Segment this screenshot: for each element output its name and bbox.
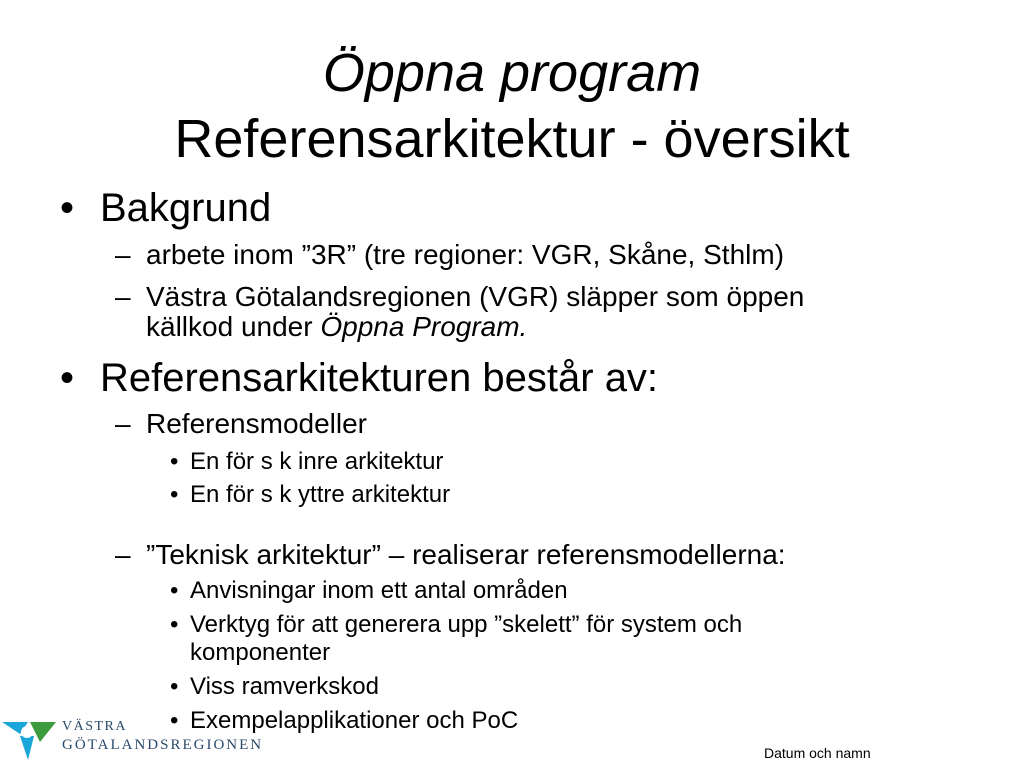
vgr-logo-mark-icon (0, 712, 60, 762)
footer-date-name: Datum och namn (764, 745, 871, 761)
sub-bullet-vgr-line1: Västra Götalandsregionen (VGR) släpper som öppen (146, 281, 805, 312)
sub-bullet-vgr-line2 (146, 312, 527, 342)
vgr-logo (0, 712, 264, 762)
logo-text-line1: VÄSTRA (62, 719, 128, 734)
sub-bullet-vgr-line2-text: källkod under (146, 311, 321, 342)
bullet-marker: • (60, 186, 75, 230)
dash-marker: – (115, 408, 131, 439)
sub-sub-bullet-inre: En för s k inre arkitektur (190, 448, 444, 475)
sub-sub-bullet-verktyg-line2: komponenter (190, 639, 331, 666)
sub-bullet-3r: arbete inom ”3R” (tre regioner: VGR, Skåne, Sthlm) (146, 239, 785, 270)
bullet-marker: • (170, 448, 179, 475)
sub-bullet-teknisk: ”Teknisk arkitektur” – realiserar referensmodellerna: (146, 539, 786, 570)
bullet-marker: • (170, 707, 179, 734)
bullet-marker: • (170, 673, 179, 700)
bullet-referensarkitekturen: Referensarkitekturen består av: (100, 356, 659, 400)
slide-title (0, 40, 1024, 172)
sub-bullet-referensmodeller: Referensmodeller (146, 408, 367, 439)
bullet-marker: • (170, 577, 179, 604)
sub-sub-bullet-verktyg-line1: Verktyg för att generera upp ”skelett” för system och (190, 611, 743, 638)
title-line-2: Referensarkitektur - översikt (174, 109, 850, 169)
sub-sub-bullet-yttre: En för s k yttre arkitektur (190, 481, 451, 508)
dash-marker: – (115, 239, 131, 270)
logo-text-line2: GÖTALANDSREGIONEN (62, 737, 264, 753)
sub-bullet-vgr-emphasis: Öppna Program. (320, 311, 528, 342)
bullet-marker: • (170, 481, 179, 508)
dash-marker: – (115, 281, 131, 312)
sub-sub-bullet-exempel: Exempelapplikationer och PoC (190, 707, 519, 734)
bullet-marker: • (170, 611, 179, 638)
sub-sub-bullet-ramverk: Viss ramverkskod (190, 673, 379, 700)
sub-sub-bullet-anvisningar: Anvisningar inom ett antal områden (190, 577, 568, 604)
dash-marker: – (115, 539, 131, 570)
bullet-marker: • (60, 356, 75, 400)
bullet-bakgrund: Bakgrund (100, 186, 272, 230)
title-line-1: Öppna program (322, 43, 702, 103)
